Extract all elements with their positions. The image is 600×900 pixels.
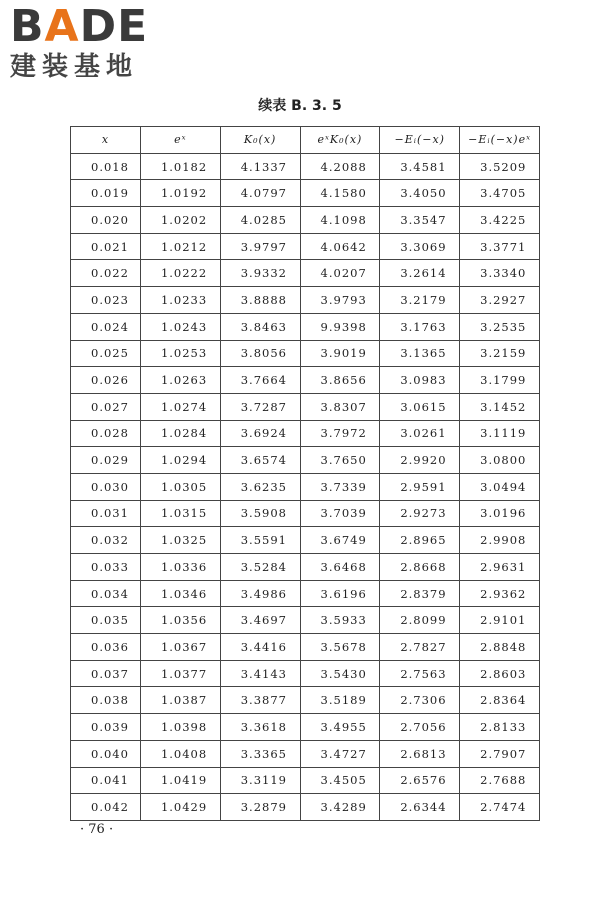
table-cell: 2.7907 xyxy=(460,740,540,767)
table-cell: 3.4986 xyxy=(220,580,300,607)
table-title: 续表 B. 3. 5 xyxy=(258,98,342,114)
table-cell: 3.0261 xyxy=(380,420,460,447)
table-cell: 1.0305 xyxy=(140,473,220,500)
table-cell: 0.039 xyxy=(71,714,141,741)
table-cell: 2.7688 xyxy=(460,767,540,794)
table-cell: 1.0419 xyxy=(140,767,220,794)
table-cell: 3.4050 xyxy=(380,180,460,207)
table-cell: 4.0797 xyxy=(220,180,300,207)
table-cell: 3.7972 xyxy=(300,420,380,447)
table-row xyxy=(71,554,540,581)
table-cell: 3.3547 xyxy=(380,207,460,234)
table-cell: 4.0207 xyxy=(300,260,380,287)
table-cell: 0.018 xyxy=(71,153,141,180)
table-row xyxy=(71,207,540,234)
table-cell: 3.0983 xyxy=(380,367,460,394)
table-cell: 0.035 xyxy=(71,607,141,634)
table-row xyxy=(71,767,540,794)
table-row xyxy=(71,660,540,687)
table-cell: 4.2088 xyxy=(300,153,380,180)
table-cell: 2.8364 xyxy=(460,687,540,714)
table-cell: 0.029 xyxy=(71,447,141,474)
table-cell: 2.9908 xyxy=(460,527,540,554)
table-cell: 3.5678 xyxy=(300,634,380,661)
table-cell: 1.0222 xyxy=(140,260,220,287)
table-cell: 3.0800 xyxy=(460,447,540,474)
table-cell: 2.7306 xyxy=(380,687,460,714)
table-cell: 3.3877 xyxy=(220,687,300,714)
table-cell: 2.8668 xyxy=(380,554,460,581)
table-cell: 3.3618 xyxy=(220,714,300,741)
table-cell: 2.7474 xyxy=(460,794,540,821)
table-cell: 3.6196 xyxy=(300,580,380,607)
table-cell: 3.7287 xyxy=(220,393,300,420)
table-cell: 2.9631 xyxy=(460,554,540,581)
table-row xyxy=(71,687,540,714)
table-cell: 2.8965 xyxy=(380,527,460,554)
table-cell: 3.8056 xyxy=(220,340,300,367)
table-row xyxy=(71,180,540,207)
table-cell: 2.6813 xyxy=(380,740,460,767)
table-row xyxy=(71,580,540,607)
table-cell: 1.0202 xyxy=(140,207,220,234)
table-cell: 4.1098 xyxy=(300,207,380,234)
table-cell: 2.7563 xyxy=(380,660,460,687)
table-cell: 0.027 xyxy=(71,393,141,420)
table-cell: 2.8848 xyxy=(460,634,540,661)
table-row xyxy=(71,367,540,394)
column-header: −Eᵢ(−x) xyxy=(380,127,460,154)
table-cell: 0.038 xyxy=(71,687,141,714)
table-cell: 1.0398 xyxy=(140,714,220,741)
table-row xyxy=(71,287,540,314)
table-cell: 3.6749 xyxy=(300,527,380,554)
table-row xyxy=(71,393,540,420)
table-cell: 3.5209 xyxy=(460,153,540,180)
brand-logo xyxy=(10,1,180,82)
logo-wordmark: BADE xyxy=(10,1,149,52)
table-row xyxy=(71,447,540,474)
table-cell: 3.8656 xyxy=(300,367,380,394)
table-cell: 2.9362 xyxy=(460,580,540,607)
table-cell: 1.0294 xyxy=(140,447,220,474)
table-cell: 3.4225 xyxy=(460,207,540,234)
table-cell: 3.1799 xyxy=(460,367,540,394)
table-cell: 1.0429 xyxy=(140,794,220,821)
table-cell: 1.0387 xyxy=(140,687,220,714)
table-cell: 3.0494 xyxy=(460,473,540,500)
table-cell: 4.1580 xyxy=(300,180,380,207)
table-header-row xyxy=(71,127,540,154)
table-cell: 0.030 xyxy=(71,473,141,500)
table-cell: 0.020 xyxy=(71,207,141,234)
table-cell: 2.9273 xyxy=(380,500,460,527)
table-cell: 3.4289 xyxy=(300,794,380,821)
table-cell: 4.0285 xyxy=(220,207,300,234)
table-cell: 1.0274 xyxy=(140,393,220,420)
table-cell: 2.8603 xyxy=(460,660,540,687)
table-row xyxy=(71,740,540,767)
table-cell: 1.0284 xyxy=(140,420,220,447)
table-cell: 3.8307 xyxy=(300,393,380,420)
table-cell: 0.023 xyxy=(71,287,141,314)
table-cell: 3.1365 xyxy=(380,340,460,367)
table-cell: 1.0346 xyxy=(140,580,220,607)
table-cell: 0.042 xyxy=(71,794,141,821)
table-row xyxy=(71,714,540,741)
table-cell: 3.8463 xyxy=(220,313,300,340)
table-cell: 2.6576 xyxy=(380,767,460,794)
table-row xyxy=(71,794,540,821)
table-cell: 3.3365 xyxy=(220,740,300,767)
table-row xyxy=(71,473,540,500)
table-cell: 2.9101 xyxy=(460,607,540,634)
table-cell: 2.8099 xyxy=(380,607,460,634)
table-cell: 3.2179 xyxy=(380,287,460,314)
table-row xyxy=(71,340,540,367)
table-cell: 2.9591 xyxy=(380,473,460,500)
table-cell: 1.0408 xyxy=(140,740,220,767)
table-cell: 0.032 xyxy=(71,527,141,554)
table-cell: 2.8379 xyxy=(380,580,460,607)
table-cell: 4.0642 xyxy=(300,233,380,260)
table-cell: 0.019 xyxy=(71,180,141,207)
table-cell: 1.0356 xyxy=(140,607,220,634)
table-cell: 3.9793 xyxy=(300,287,380,314)
table-cell: 0.036 xyxy=(71,634,141,661)
table-cell: 3.8888 xyxy=(220,287,300,314)
table-cell: 1.0243 xyxy=(140,313,220,340)
table-row xyxy=(71,607,540,634)
table-cell: 3.6574 xyxy=(220,447,300,474)
table-cell: 3.1119 xyxy=(460,420,540,447)
table-cell: 3.4727 xyxy=(300,740,380,767)
table-cell: 2.7056 xyxy=(380,714,460,741)
table-cell: 3.2879 xyxy=(220,794,300,821)
table-cell: 2.8133 xyxy=(460,714,540,741)
table-cell: 0.021 xyxy=(71,233,141,260)
table-row xyxy=(71,260,540,287)
table-cell: 3.5591 xyxy=(220,527,300,554)
table-row xyxy=(71,420,540,447)
table-cell: 3.6468 xyxy=(300,554,380,581)
table-row xyxy=(71,233,540,260)
table-cell: 3.4955 xyxy=(300,714,380,741)
table-cell: 3.2159 xyxy=(460,340,540,367)
table-cell: 1.0263 xyxy=(140,367,220,394)
table-cell: 1.0377 xyxy=(140,660,220,687)
table-cell: 3.6235 xyxy=(220,473,300,500)
table-cell: 3.4581 xyxy=(380,153,460,180)
table-cell: 0.037 xyxy=(71,660,141,687)
table-cell: 3.7650 xyxy=(300,447,380,474)
table-cell: 3.9797 xyxy=(220,233,300,260)
table-cell: 3.5908 xyxy=(220,500,300,527)
table-cell: 0.034 xyxy=(71,580,141,607)
table-cell: 2.6344 xyxy=(380,794,460,821)
table-cell: 0.025 xyxy=(71,340,141,367)
table-cell: 0.041 xyxy=(71,767,141,794)
table-cell: 0.022 xyxy=(71,260,141,287)
table-cell: 3.2535 xyxy=(460,313,540,340)
table-cell: 3.9019 xyxy=(300,340,380,367)
table-cell: 0.028 xyxy=(71,420,141,447)
table-cell: 1.0325 xyxy=(140,527,220,554)
table-cell: 4.1337 xyxy=(220,153,300,180)
table-row xyxy=(71,313,540,340)
table-cell: 3.2927 xyxy=(460,287,540,314)
table-cell: 3.3069 xyxy=(380,233,460,260)
table-cell: 0.026 xyxy=(71,367,141,394)
table-cell: 3.4143 xyxy=(220,660,300,687)
table-cell: 0.031 xyxy=(71,500,141,527)
table-cell: 3.4505 xyxy=(300,767,380,794)
column-header: −Eᵢ(−x)eˣ xyxy=(460,127,540,154)
table-cell: 1.0336 xyxy=(140,554,220,581)
table-cell: 9.9398 xyxy=(300,313,380,340)
column-header: x xyxy=(71,127,141,154)
table-cell: 3.3340 xyxy=(460,260,540,287)
table-cell: 1.0367 xyxy=(140,634,220,661)
table-cell: 1.0233 xyxy=(140,287,220,314)
table-cell: 3.6924 xyxy=(220,420,300,447)
column-header: eˣK₀(x) xyxy=(300,127,380,154)
table-cell: 3.5933 xyxy=(300,607,380,634)
table-cell: 3.7664 xyxy=(220,367,300,394)
table-cell: 3.4697 xyxy=(220,607,300,634)
table-cell: 3.7339 xyxy=(300,473,380,500)
page-number: · 76 · xyxy=(80,822,114,837)
table-cell: 0.040 xyxy=(71,740,141,767)
table-cell: 3.5284 xyxy=(220,554,300,581)
table-body xyxy=(71,153,540,820)
table-cell: 3.0196 xyxy=(460,500,540,527)
table-cell: 3.9332 xyxy=(220,260,300,287)
table-cell: 0.024 xyxy=(71,313,141,340)
column-header: K₀(x) xyxy=(220,127,300,154)
table-cell: 3.3771 xyxy=(460,233,540,260)
table-row xyxy=(71,153,540,180)
table-cell: 3.7039 xyxy=(300,500,380,527)
table-cell: 3.2614 xyxy=(380,260,460,287)
table-cell: 3.0615 xyxy=(380,393,460,420)
logo-subtitle: 建装基地 xyxy=(10,52,139,82)
data-table xyxy=(70,126,540,821)
table-cell: 2.7827 xyxy=(380,634,460,661)
table-cell: 1.0212 xyxy=(140,233,220,260)
table-cell: 3.3119 xyxy=(220,767,300,794)
table-row xyxy=(71,634,540,661)
table-cell: 1.0315 xyxy=(140,500,220,527)
table-cell: 3.5189 xyxy=(300,687,380,714)
table-cell: 3.1763 xyxy=(380,313,460,340)
table-cell: 3.4416 xyxy=(220,634,300,661)
table-cell: 3.5430 xyxy=(300,660,380,687)
table-cell: 3.4705 xyxy=(460,180,540,207)
table-cell: 3.1452 xyxy=(460,393,540,420)
table-row xyxy=(71,527,540,554)
table-cell: 1.0192 xyxy=(140,180,220,207)
table-cell: 1.0253 xyxy=(140,340,220,367)
column-header: eˣ xyxy=(140,127,220,154)
table-cell: 0.033 xyxy=(71,554,141,581)
table-cell: 1.0182 xyxy=(140,153,220,180)
table-cell: 2.9920 xyxy=(380,447,460,474)
table-row xyxy=(71,500,540,527)
